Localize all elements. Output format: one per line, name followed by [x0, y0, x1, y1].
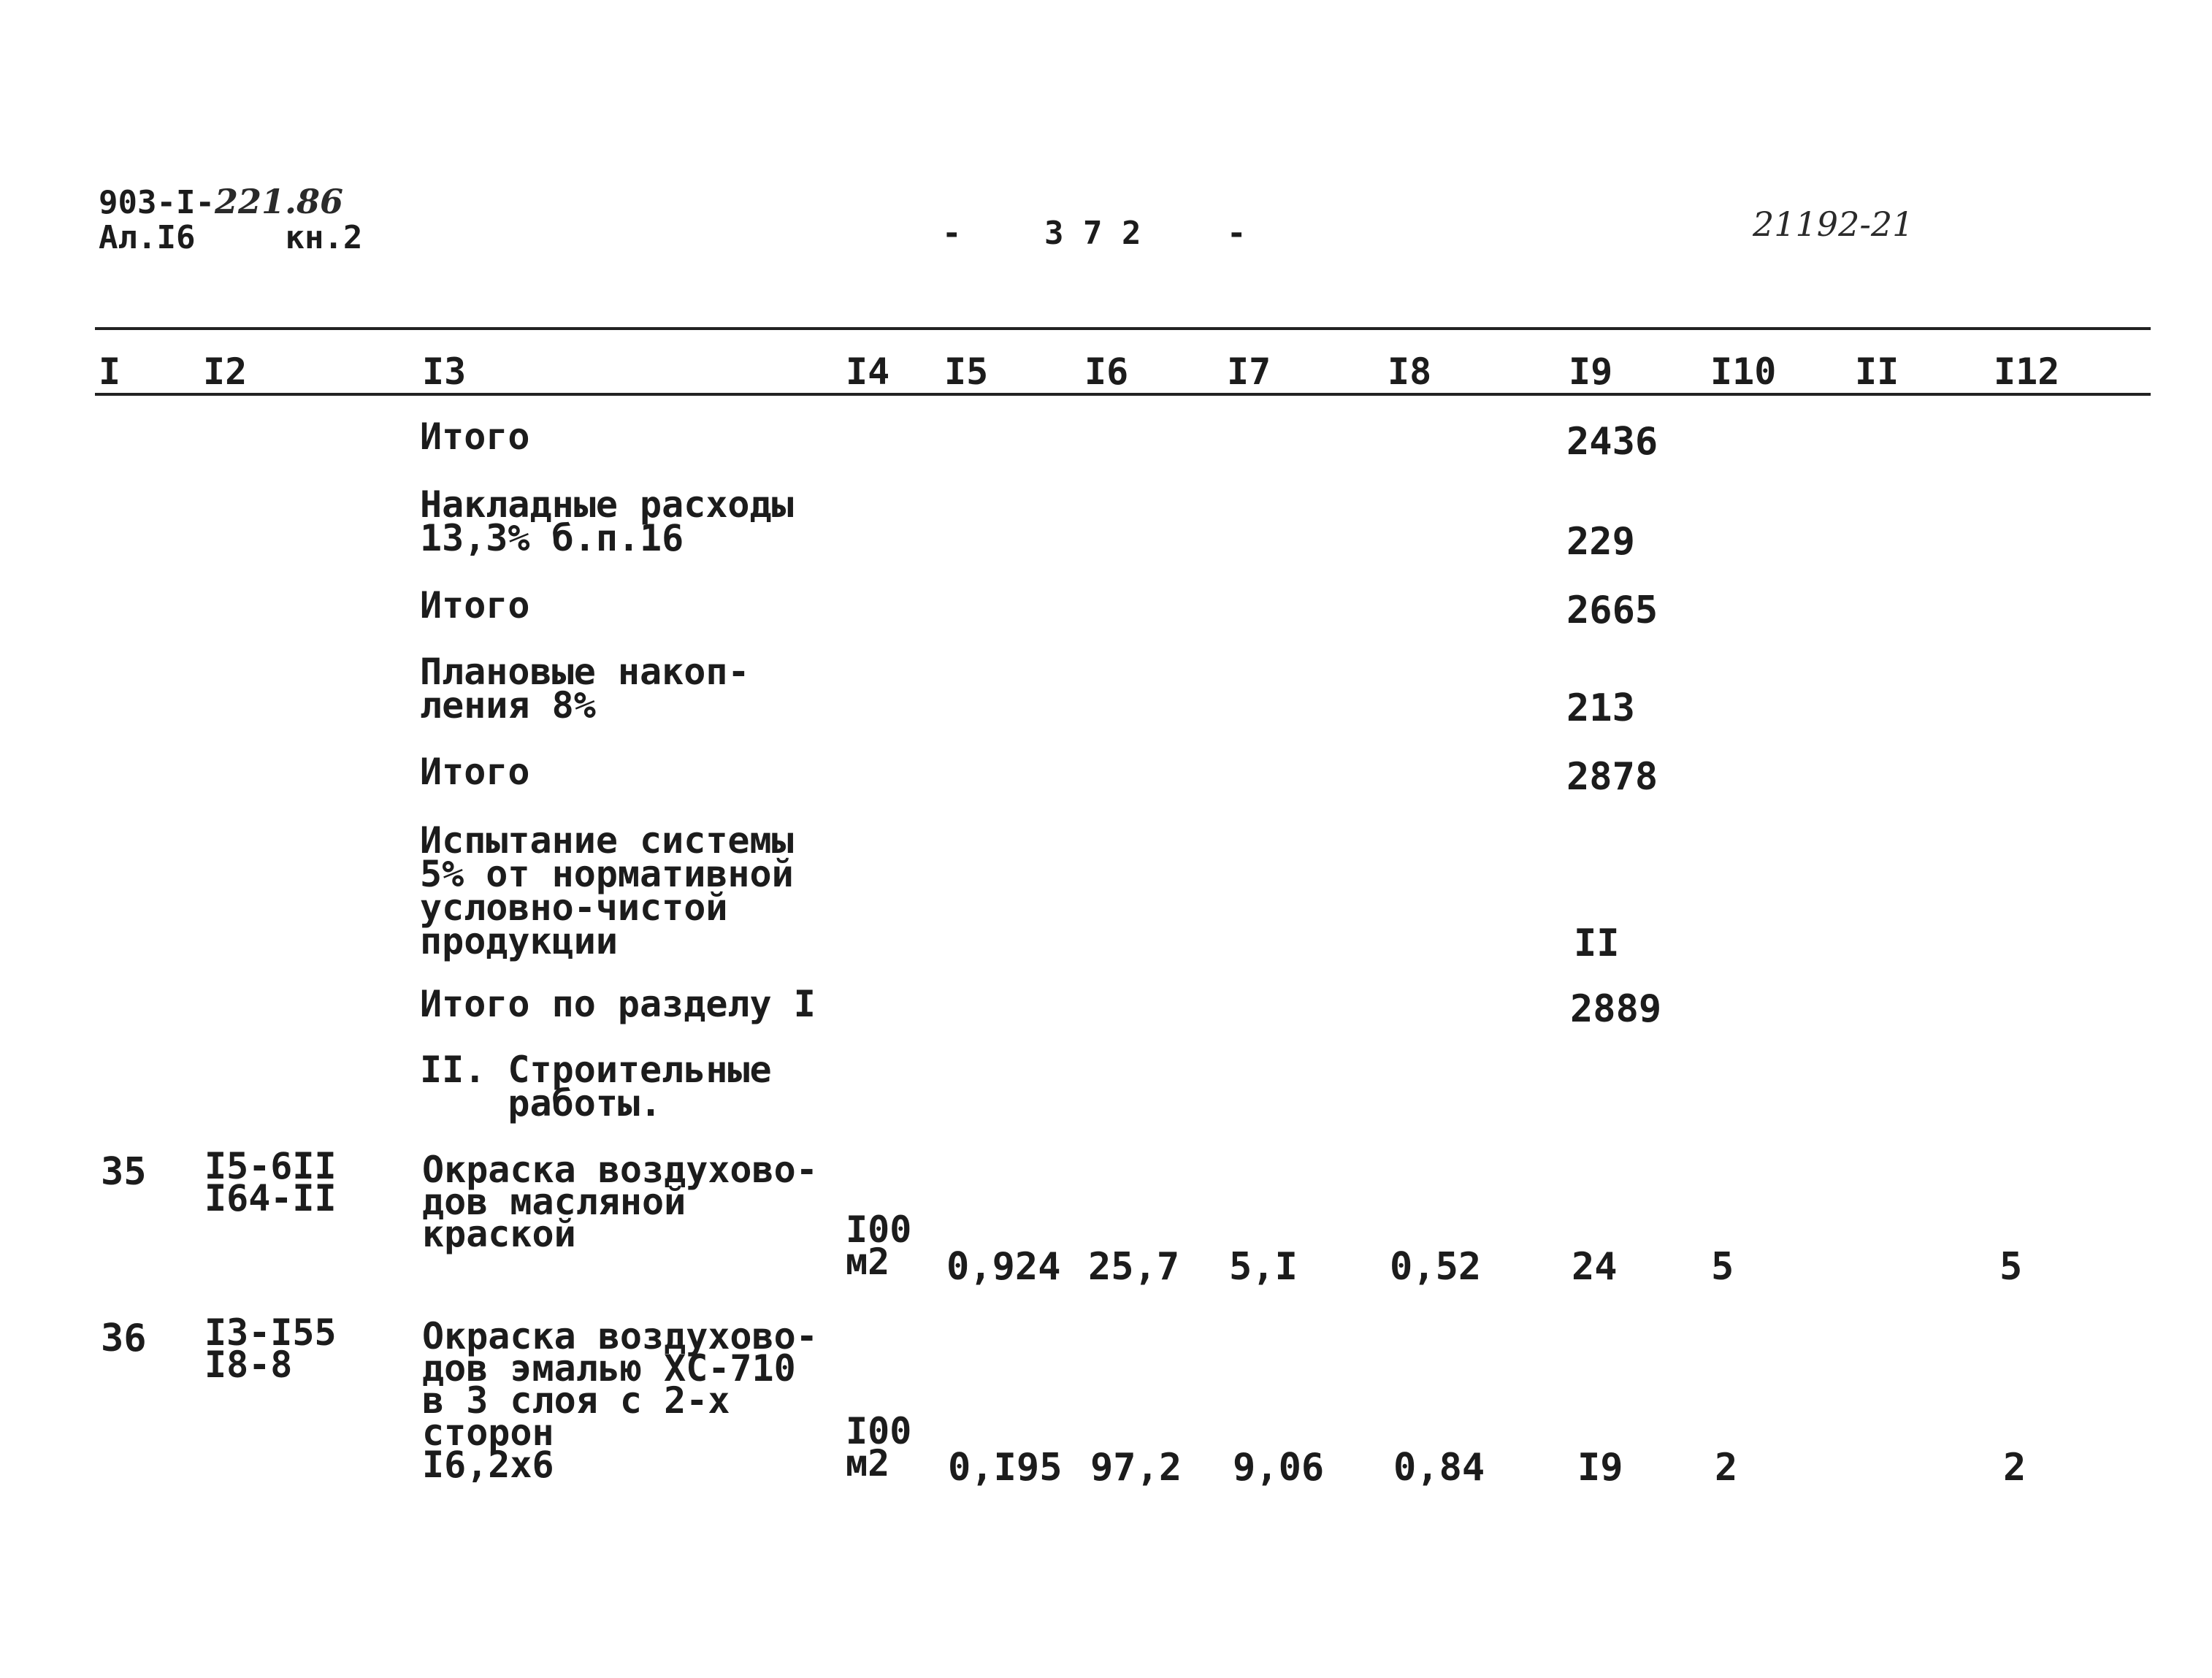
summary-value: 2889	[1570, 987, 1662, 1031]
summary-label: Итого по разделу I	[420, 983, 816, 1025]
col-header-6: I6	[1084, 350, 1129, 393]
top-rule	[95, 327, 2151, 330]
row-cell-6: 25,7	[1088, 1245, 1180, 1289]
summary-label: Итого	[420, 751, 530, 793]
row-cell-12: 2	[2003, 1446, 2027, 1490]
col-header-3: I3	[422, 350, 467, 393]
col-header-2: I2	[203, 350, 248, 393]
page-dash-right: -	[1227, 215, 1247, 252]
summary-value: 2878	[1566, 755, 1658, 799]
page-number: 3 7 2	[1044, 215, 1141, 252]
col-header-10: I10	[1710, 350, 1777, 393]
row-cell-7: 9,06	[1233, 1446, 1325, 1490]
row-cell-12: 5	[1999, 1245, 2023, 1289]
book-label: кн.2	[285, 219, 363, 256]
summary-value: II	[1574, 922, 1620, 965]
summary-label: Накладные расходы 13,3% б.п.16	[420, 483, 794, 559]
row-code: I5-6II I64-II	[204, 1145, 337, 1219]
row-cell-6: 97,2	[1090, 1446, 1182, 1490]
col-header-9: I9	[1569, 350, 1613, 393]
row-description: Окраска воздуховo- дов эмалью ХС-710 в 3 слоя с 2-х сторон I6,2х6	[422, 1315, 818, 1486]
doc-number-handwritten: 21192-21	[1753, 204, 1914, 244]
row-unit: I00 м2	[846, 1410, 912, 1484]
header-rule	[95, 393, 2151, 396]
summary-value: 213	[1566, 686, 1635, 730]
row-cell-10: 2	[1715, 1446, 1738, 1490]
summary-label: Итого	[420, 415, 530, 458]
row-description: Окраска воздухово- дов масляной краской	[422, 1149, 818, 1255]
col-header-8: I8	[1388, 350, 1432, 393]
section-heading: II. Строительные работы.	[420, 1049, 772, 1125]
row-cell-5: 0,I95	[948, 1446, 1063, 1490]
doc-code-prefix: 903-I-	[99, 184, 215, 221]
summary-label: Итого	[420, 584, 530, 627]
col-header-1: I	[99, 350, 121, 393]
col-header-4: I4	[846, 350, 890, 393]
row-code: I3-I55 I8-8	[204, 1311, 337, 1386]
summary-value: 2665	[1566, 589, 1658, 632]
row-number: 36	[101, 1317, 147, 1360]
row-cell-10: 5	[1711, 1245, 1734, 1289]
album-book	[99, 219, 363, 256]
row-cell-9: 24	[1572, 1245, 1618, 1289]
row-cell-7: 5,I	[1229, 1245, 1298, 1289]
col-header-11: II	[1855, 350, 1899, 393]
col-header-7: I7	[1227, 350, 1271, 393]
col-header-12: I12	[1994, 350, 2060, 393]
summary-label: Плановые накоп- ления 8%	[420, 651, 750, 727]
row-cell-5: 0,924	[946, 1245, 1061, 1289]
row-unit: I00 м2	[846, 1208, 912, 1283]
album-label: Ал.I6	[99, 219, 196, 256]
doc-code-handwritten: 221.86	[214, 182, 344, 221]
row-number: 35	[101, 1150, 147, 1194]
row-cell-9: I9	[1577, 1446, 1623, 1490]
row-cell-8: 0,84	[1393, 1446, 1485, 1490]
row-cell-8: 0,52	[1390, 1245, 1482, 1289]
summary-value: 2436	[1566, 420, 1658, 464]
col-header-5: I5	[944, 350, 989, 393]
doc-code	[99, 182, 344, 221]
summary-value: 229	[1566, 520, 1635, 564]
summary-label: Испытание системы 5% от нормативной условно-чистой продукции	[420, 819, 794, 962]
page-dash-left: -	[942, 215, 962, 252]
